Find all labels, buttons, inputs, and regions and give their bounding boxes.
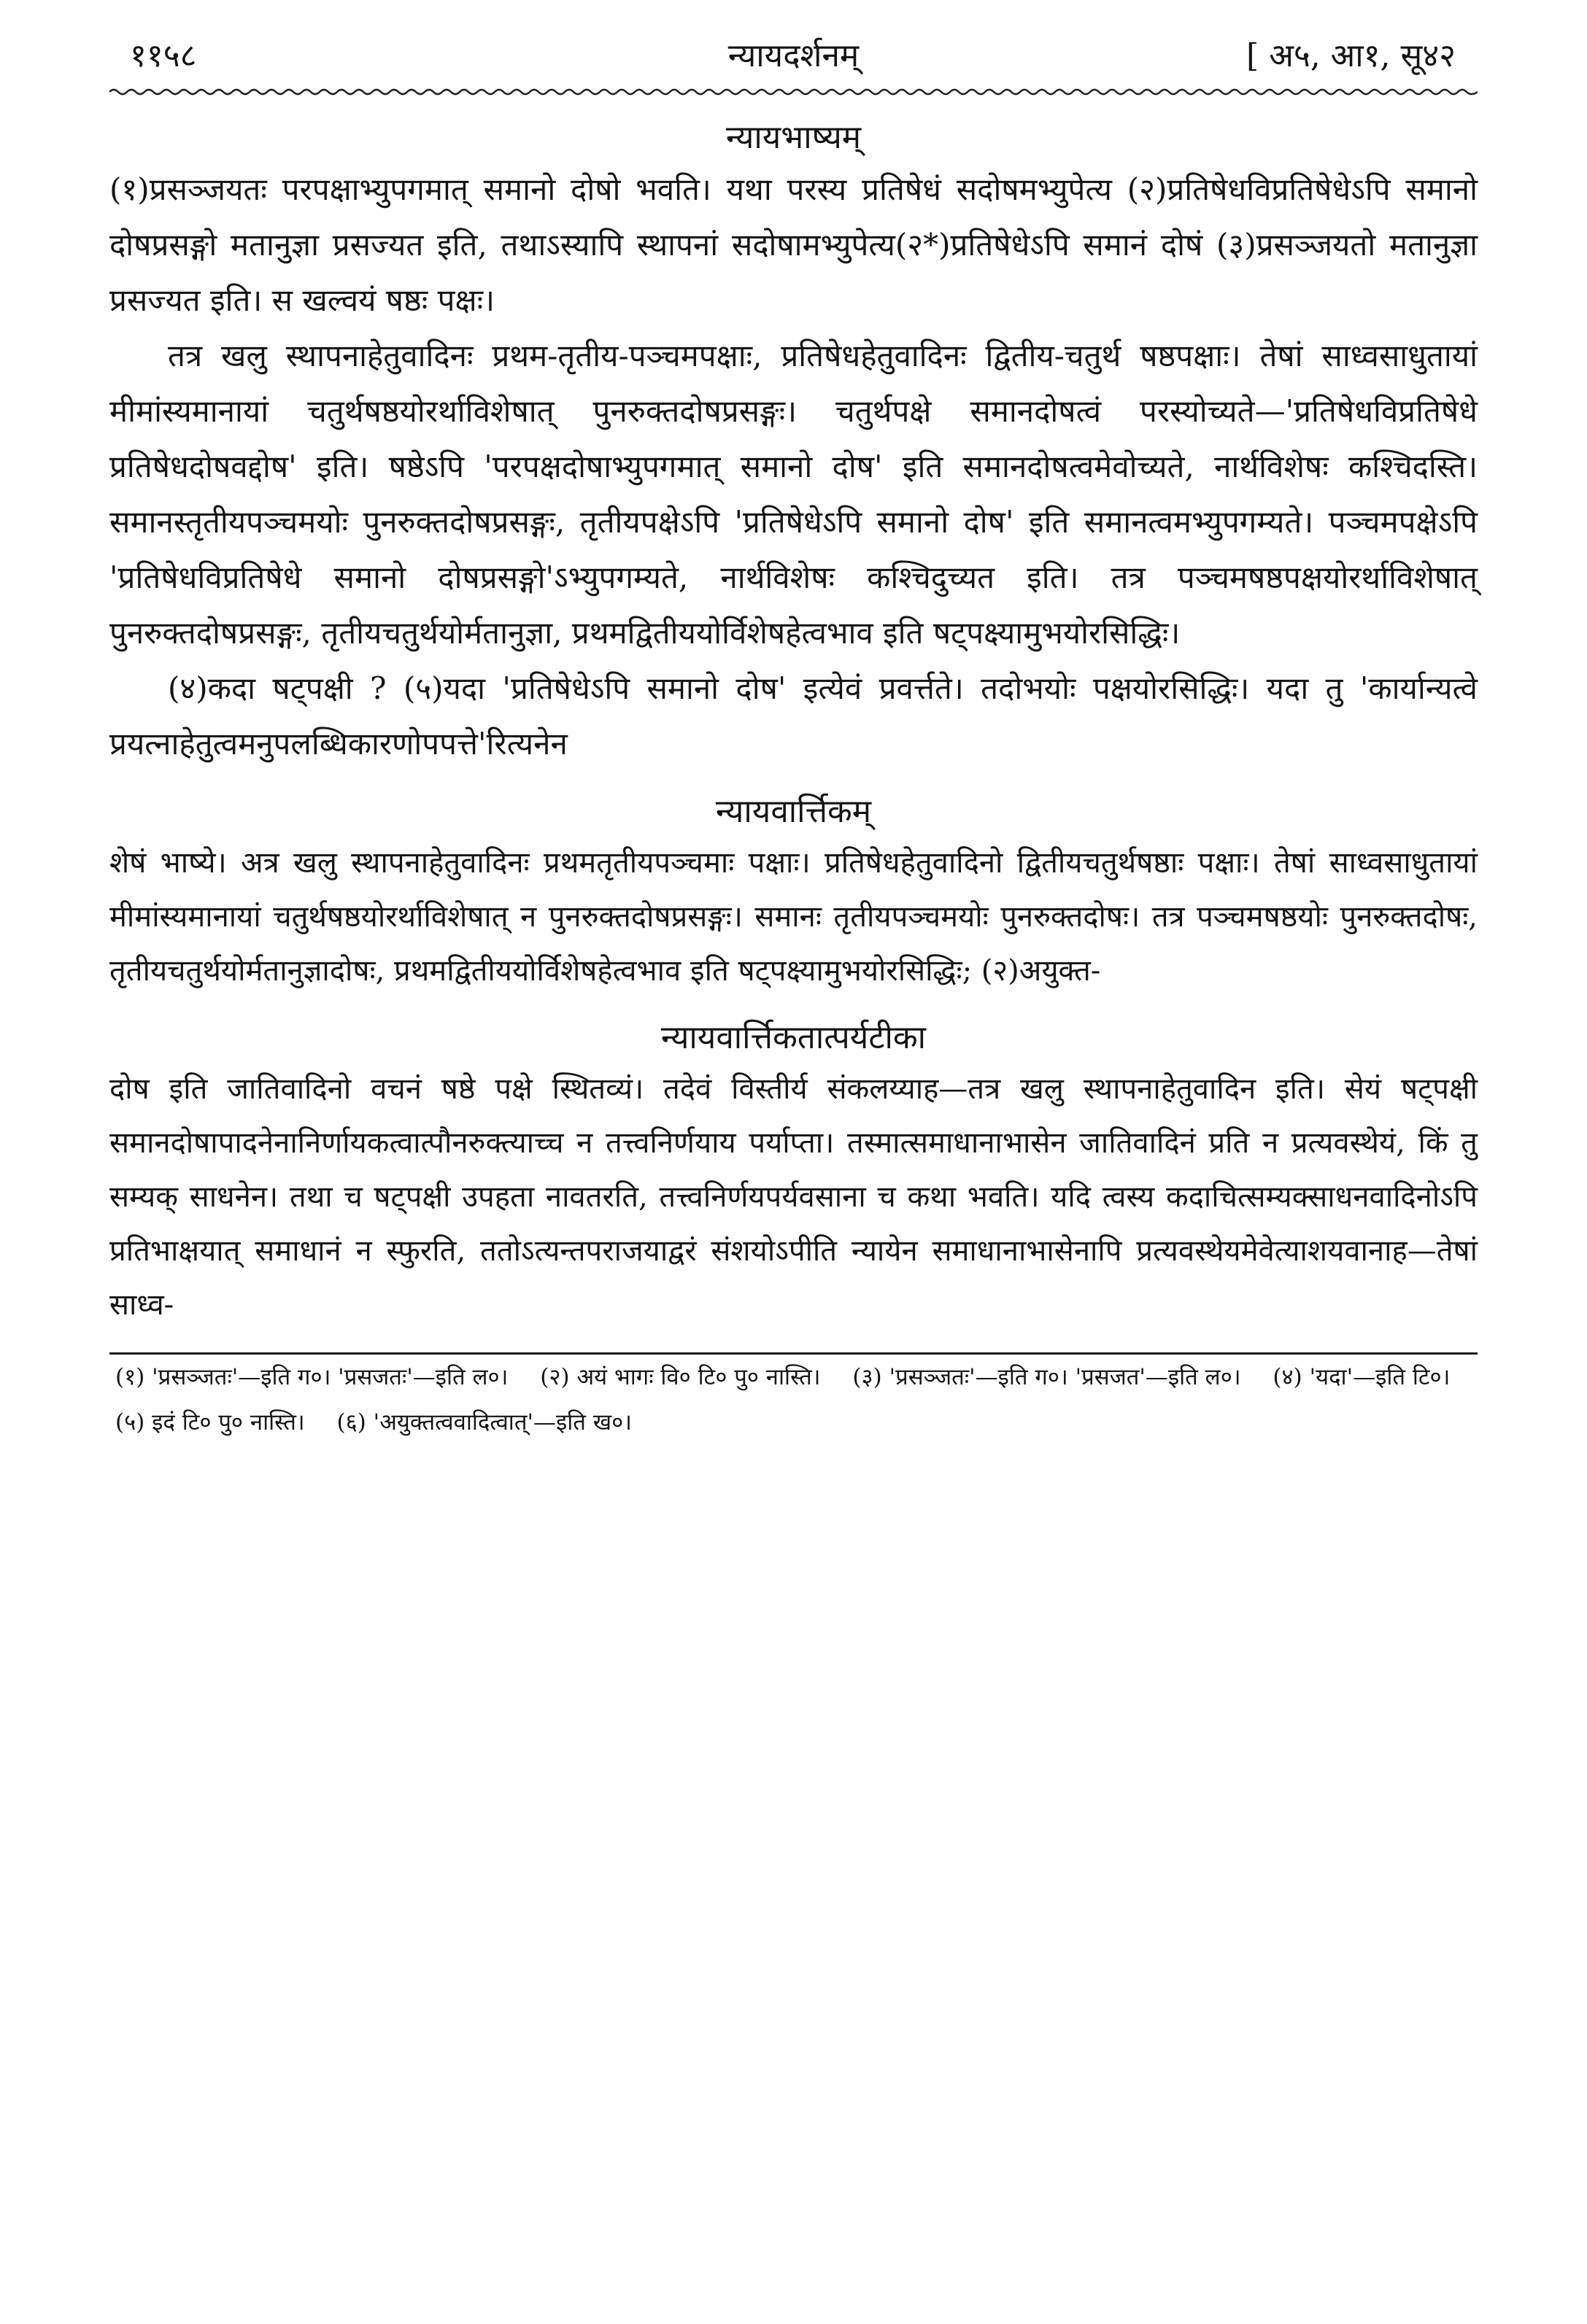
paragraph: शेषं भाष्ये। अत्र खलु स्थापनाहेतुवादिनः प्रथमतृतीयपञ्चमाः पक्षाः। प्रतिषेधहेतुवादिनो द्वितीयचतुर्थषष्ठाः पक्षाः। तेषां साध्वसाधुतायां मीमांस्यमानायां चतुर्थषष्ठयोरर्थाविशेषात् न पुनरुक्तदोषप्रसङ्गः। समानः तृतीयपञ्चमयोः पुनरुक्तदोषः। तत्र पञ्चमषष्ठयोः पुनरुक्तदोषः, तृतीयचतुर्थयोर्मतानुज्ञादोषः, प्रथमद्वितीययोर्विशेषहेत्वभाव इति षट्पक्ष्यामुभयोरसिद्धिः; (२)अयुक्त- (109, 846, 1478, 988)
chapter-reference: [ अ५, आ१, सू४२ (1246, 37, 1456, 74)
footnote: (१) 'प्रसञ्जतः'—इति ग०। 'प्रसजतः'—इति ल०। (115, 1364, 509, 1390)
header-wavy-rule (109, 86, 1478, 98)
section-heading: न्यायवार्त्तिकतात्पर्यटीका (660, 1019, 927, 1056)
page-number: ११५८ (130, 37, 197, 74)
footnote: (३) 'प्रसञ्जतः'—इति ग०। 'प्रसजत'—इति ल०। (852, 1364, 1241, 1390)
paragraph: दोष इति जातिवादिनो वचनं षष्ठे पक्षे स्थितव्यं। तदेवं विस्तीर्य संकलय्याह—तत्र खलु स्थापनाहेतुवादिन इति। सेयं षट्पक्षी समानदोषापादनेनानिर्णायकत्वात्पौनरुक्त्याच्च न तत्त्वनिर्णयाय पर्याप्ता। तस्मात्समाधानाभासेन जातिवादिनं प्रति न प्रत्यवस्थेयं, किं तु सम्यक् साधनेन। तथा च षट्पक्षी उपहता नावतरति, तत्त्वनिर्णयपर्यवसाना च कथा भवति। यदि त्वस्य कदाचित्सम्यक्साधनवादिनोऽपि प्रतिभाक्षयात् समाधानं न स्फुरति, ततोऽत्यन्तपराजयाद्वरं संशयोऽपीति न्यायेन समाधानाभासेनापि प्रत्यवस्थेयमेवेत्याशयवानाह—तेषां साध्व- (109, 1072, 1478, 1322)
footnote: (४) 'यदा'—इति टि०। (1273, 1364, 1451, 1390)
footnote: (२) अयं भागः वि० टि० पु० नास्ति। (540, 1364, 821, 1390)
paragraph: तत्र खलु स्थापनाहेतुवादिनः प्रथम-तृतीय-पञ्चमपक्षाः, प्रतिषेधहेतुवादिनः द्वितीय-चतुर्थ षष्ठपक्षाः। तेषां साध्वसाधुतायां मीमांस्यमानायां चतुर्थषष्ठयोरर्थाविशेषात् पुनरुक्तदोषप्रसङ्गः। चतुर्थपक्षे समानदोषत्वं परस्योच्यते—'प्रतिषेधविप्रतिषेधे प्रतिषेधदोषवद्दोष' इति। षष्ठेऽपि 'परपक्षदोषाभ्युपगमात् समानो दोष' इति समानदोषत्वमेवोच्यते, नार्थविशेषः कश्चिदस्ति। समानस्तृतीयपञ्चमयोः पुनरुक्तदोषप्रसङ्गः, तृतीयपक्षेऽपि 'प्रतिषेधेऽपि समानो दोष' इति समानत्वमभ्युपगम्यते। पञ्चमपक्षेऽपि 'प्रतिषेधविप्रतिषेधे समानो दोषप्रसङ्गो'ऽभ्युपगम्यते, नार्थविशेषः कश्चिदुच्यत इति। तत्र पञ्चमषष्ठपक्षयोरर्थाविशेषात् पुनरुक्तदोषप्रसङ्गः, तृतीयचतुर्थयोर्मतानुज्ञा, प्रथमद्वितीययोर्विशेषहेत्वभाव इति षट्पक्ष्यामुभयोरसिद्धिः। (109, 338, 1478, 651)
footnotes (109, 1355, 1478, 1445)
page-header (109, 29, 1478, 80)
section-nyaya-bhashya (109, 114, 1478, 772)
footnote: (६) 'अयुक्तत्ववादित्वात्'—इति ख०। (336, 1409, 633, 1436)
section-heading: न्यायभाष्यम् (725, 119, 862, 156)
section-heading: न्यायवार्त्तिकम् (715, 793, 872, 830)
paragraph: (४)कदा षट्पक्षी ? (५)यदा 'प्रतिषेधेऽपि समानो दोष' इत्येवं प्रवर्त्तते। तदोभयोः पक्षयोरसिद्धिः। यदा तु 'कार्यान्यत्वे प्रयत्नाहेतुत्वमनुपलब्धिकारणोपपत्ते'रित्यनेन (109, 670, 1478, 762)
section-tatparya-tika (109, 1014, 1478, 1332)
section-nyaya-varttika (109, 788, 1478, 998)
running-title: न्यायदर्शनम् (727, 37, 860, 74)
paragraph: (१)प्रसञ्जयतः परपक्षाभ्युपगमात् समानो दोषो भवति। यथा परस्य प्रतिषेधं सदोषमभ्युपेत्य (२)प्रतिषेधविप्रतिषेधेऽपि समानो दोषप्रसङ्गो मतानुज्ञा प्रसज्यत इति, तथाऽस्यापि स्थापनां सदोषामभ्युपेत्य(२*)प्रतिषेधेऽपि समानं दोषं (३)प्रसञ्जयतो मतानुज्ञा प्रसज्यत इति। स खल्वयं षष्ठः पक्षः। (109, 171, 1478, 318)
footnote: (५) इदं टि० पु० नास्ति। (115, 1409, 305, 1436)
